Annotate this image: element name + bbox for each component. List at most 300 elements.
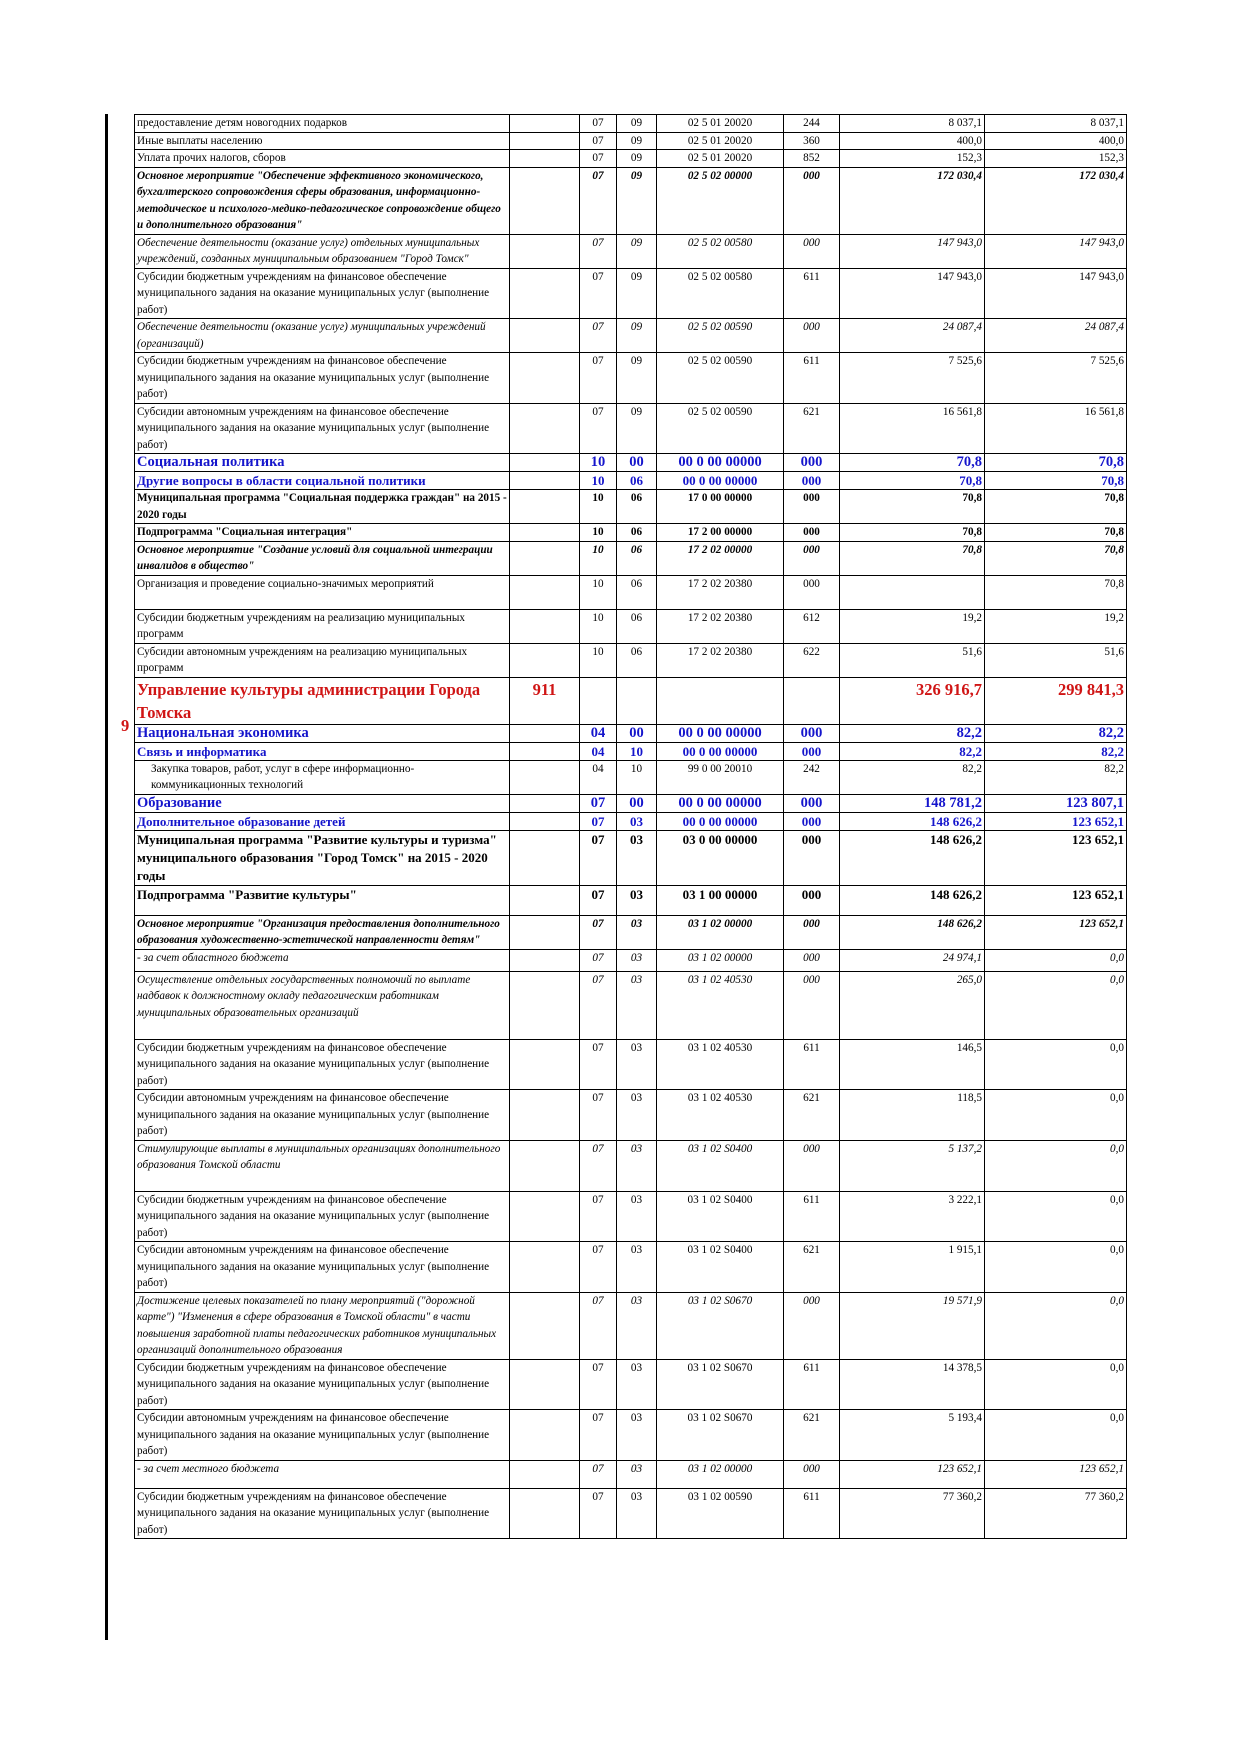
department-code: [510, 268, 580, 319]
item-name: Осуществление отдельных государственных полномочий по выплате надбавок к должностному окладу педагогическим работникам муниципальных образовательных организаций: [135, 971, 510, 1039]
section-code: 07: [580, 1359, 617, 1410]
amount-2: 70,8: [985, 524, 1127, 542]
expense-type: 621: [784, 1242, 840, 1293]
item-name: Закупка товаров, работ, услуг в сфере информационно-коммуникационных технологий: [135, 760, 510, 794]
target-article: 17 2 02 00000: [657, 541, 784, 575]
expense-type: 621: [784, 1090, 840, 1141]
amount-1: 123 652,1: [840, 1460, 985, 1488]
item-name: Национальная экономика: [135, 724, 510, 742]
section-code: 07: [580, 1140, 617, 1191]
table-row: [135, 1090, 1127, 1141]
amount-1: 70,8: [840, 541, 985, 575]
subsection-code: 06: [617, 609, 657, 643]
amount-2: 0,0: [985, 949, 1127, 971]
section-code: 07: [580, 1039, 617, 1090]
table-row: [135, 760, 1127, 794]
target-article: 02 5 02 00000: [657, 167, 784, 234]
amount-1: [840, 575, 985, 609]
department-code: [510, 885, 580, 915]
target-article: 03 1 00 00000: [657, 885, 784, 915]
expense-type: 611: [784, 353, 840, 404]
department-code: [510, 724, 580, 742]
target-article: 02 5 01 20020: [657, 132, 784, 150]
expense-type: 000: [784, 319, 840, 353]
expense-type: 611: [784, 1191, 840, 1242]
amount-1: 146,5: [840, 1039, 985, 1090]
target-article: 03 1 02 00000: [657, 949, 784, 971]
subsection-code: 03: [617, 949, 657, 971]
department-code: [510, 541, 580, 575]
section-code: 07: [580, 949, 617, 971]
amount-1: 3 222,1: [840, 1191, 985, 1242]
subsection-code: 03: [617, 1191, 657, 1242]
item-name: - за счет местного бюджета: [135, 1460, 510, 1488]
expense-type: 000: [784, 812, 840, 830]
expense-type: 621: [784, 1410, 840, 1461]
table-row: [135, 115, 1127, 133]
amount-1: 152,3: [840, 150, 985, 168]
table-row: [135, 724, 1127, 742]
expense-type: 611: [784, 268, 840, 319]
table-row: [135, 1191, 1127, 1242]
department-code: [510, 812, 580, 830]
item-name: Другие вопросы в области социальной политики: [135, 472, 510, 490]
amount-2: 82,2: [985, 760, 1127, 794]
expense-type: 000: [784, 234, 840, 268]
department-code: [510, 1488, 580, 1539]
amount-2: 0,0: [985, 1039, 1127, 1090]
subsection-code: 06: [617, 643, 657, 677]
amount-2: 0,0: [985, 1191, 1127, 1242]
subsection-code: 10: [617, 742, 657, 760]
subsection-code: 03: [617, 885, 657, 915]
table-row: [135, 150, 1127, 168]
expense-type: 611: [784, 1359, 840, 1410]
subsection-code: [617, 677, 657, 724]
item-name: Образование: [135, 794, 510, 812]
section-code: 07: [580, 167, 617, 234]
section-code: 07: [580, 234, 617, 268]
department-code: [510, 643, 580, 677]
item-name: Иные выплаты населению: [135, 132, 510, 150]
table-row: [135, 1410, 1127, 1461]
target-article: 02 5 02 00590: [657, 319, 784, 353]
expense-type: 000: [784, 1140, 840, 1191]
subsection-code: 03: [617, 1292, 657, 1359]
department-code: 911: [510, 677, 580, 724]
section-code: 07: [580, 812, 617, 830]
department-code: [510, 830, 580, 885]
section-number: 9: [121, 716, 130, 735]
subsection-code: 09: [617, 353, 657, 404]
expense-type: 000: [784, 541, 840, 575]
amount-1: 14 378,5: [840, 1359, 985, 1410]
amount-2: 123 652,1: [985, 830, 1127, 885]
target-article: 03 1 02 S0670: [657, 1292, 784, 1359]
department-code: [510, 794, 580, 812]
amount-1: 148 626,2: [840, 915, 985, 949]
department-code: [510, 1090, 580, 1141]
target-article: 00 0 00 00000: [657, 794, 784, 812]
subsection-code: 03: [617, 1460, 657, 1488]
section-code: 07: [580, 1410, 617, 1461]
expense-type: 000: [784, 885, 840, 915]
item-name: Связь и информатика: [135, 742, 510, 760]
amount-2: 16 561,8: [985, 403, 1127, 454]
section-code: 07: [580, 830, 617, 885]
expense-type: 242: [784, 760, 840, 794]
amount-2: 299 841,3: [985, 677, 1127, 724]
item-name: Основное мероприятие "Обеспечение эффективного экономического, бухгалтерского сопровождения сферы образования, информационно-методическое и психолого-медико-педагогическое сопровождение общего и дополнительного образования": [135, 167, 510, 234]
target-article: 00 0 00 00000: [657, 724, 784, 742]
amount-2: 82,2: [985, 742, 1127, 760]
amount-1: 82,2: [840, 760, 985, 794]
table-row: [135, 971, 1127, 1039]
amount-1: 5 137,2: [840, 1140, 985, 1191]
expense-type: 360: [784, 132, 840, 150]
table-row: [135, 677, 1127, 724]
table-row: [135, 575, 1127, 609]
item-name: Субсидии бюджетным учреждениям на реализацию муниципальных программ: [135, 609, 510, 643]
amount-2: 82,2: [985, 724, 1127, 742]
table-row: [135, 1242, 1127, 1293]
department-code: [510, 1410, 580, 1461]
amount-1: 326 916,7: [840, 677, 985, 724]
department-code: [510, 490, 580, 524]
amount-2: 51,6: [985, 643, 1127, 677]
amount-1: 148 626,2: [840, 830, 985, 885]
subsection-code: 03: [617, 1410, 657, 1461]
table-row: [135, 1460, 1127, 1488]
amount-2: 147 943,0: [985, 234, 1127, 268]
section-code: 07: [580, 319, 617, 353]
section-code: 07: [580, 403, 617, 454]
amount-1: 265,0: [840, 971, 985, 1039]
subsection-code: 10: [617, 760, 657, 794]
subsection-code: 09: [617, 115, 657, 133]
department-code: [510, 1242, 580, 1293]
table-row: [135, 403, 1127, 454]
amount-2: 8 037,1: [985, 115, 1127, 133]
left-margin-bar: [105, 726, 108, 1640]
amount-1: 8 037,1: [840, 115, 985, 133]
item-name: Дополнительное образование детей: [135, 812, 510, 830]
target-article: 02 5 01 20020: [657, 115, 784, 133]
table-row: [135, 1292, 1127, 1359]
expense-type: 000: [784, 830, 840, 885]
department-code: [510, 742, 580, 760]
section-code: 07: [580, 915, 617, 949]
item-name: Субсидии бюджетным учреждениям на финансовое обеспечение муниципального задания на оказание муниципальных услуг (выполнение работ): [135, 353, 510, 404]
amount-2: 19,2: [985, 609, 1127, 643]
section-code: 10: [580, 472, 617, 490]
department-code: [510, 115, 580, 133]
table-row: [135, 319, 1127, 353]
subsection-code: 09: [617, 403, 657, 454]
item-name: Субсидии автономным учреждениям на финансовое обеспечение муниципального задания на оказание муниципальных услуг (выполнение работ): [135, 1410, 510, 1461]
amount-2: 0,0: [985, 1242, 1127, 1293]
section-code: 07: [580, 794, 617, 812]
table-row: [135, 454, 1127, 472]
target-article: 03 1 02 40530: [657, 1090, 784, 1141]
amount-1: 148 781,2: [840, 794, 985, 812]
target-article: 17 2 00 00000: [657, 524, 784, 542]
item-name: предоставление детям новогодних подарков: [135, 115, 510, 133]
amount-2: 123 807,1: [985, 794, 1127, 812]
section-code: [580, 677, 617, 724]
expense-type: 000: [784, 949, 840, 971]
target-article: 03 1 02 S0400: [657, 1140, 784, 1191]
department-code: [510, 234, 580, 268]
amount-2: 172 030,4: [985, 167, 1127, 234]
section-code: 07: [580, 115, 617, 133]
amount-2: 77 360,2: [985, 1488, 1127, 1539]
subsection-code: 03: [617, 812, 657, 830]
department-code: [510, 949, 580, 971]
subsection-code: 09: [617, 234, 657, 268]
section-code: 10: [580, 490, 617, 524]
amount-2: 400,0: [985, 132, 1127, 150]
target-article: 02 5 02 00580: [657, 268, 784, 319]
expense-type: 000: [784, 454, 840, 472]
target-article: [657, 677, 784, 724]
expense-type: [784, 677, 840, 724]
section-code: 07: [580, 150, 617, 168]
amount-1: 19,2: [840, 609, 985, 643]
subsection-code: 03: [617, 1488, 657, 1539]
subsection-code: 00: [617, 724, 657, 742]
expense-type: 000: [784, 524, 840, 542]
expense-type: 000: [784, 167, 840, 234]
amount-1: 82,2: [840, 742, 985, 760]
department-code: [510, 1359, 580, 1410]
table-row: [135, 885, 1127, 915]
table-row: [135, 353, 1127, 404]
amount-2: 7 525,6: [985, 353, 1127, 404]
item-name: Подпрограмма "Социальная интеграция": [135, 524, 510, 542]
section-code: 04: [580, 742, 617, 760]
amount-2: 0,0: [985, 1359, 1127, 1410]
item-name: Субсидии автономным учреждениям на финансовое обеспечение муниципального задания на оказание муниципальных услуг (выполнение работ): [135, 1242, 510, 1293]
expense-type: 852: [784, 150, 840, 168]
amount-1: 148 626,2: [840, 812, 985, 830]
department-code: [510, 575, 580, 609]
amount-1: 70,8: [840, 472, 985, 490]
item-name: Субсидии автономным учреждениям на финансовое обеспечение муниципального задания на оказание муниципальных услуг (выполнение работ): [135, 403, 510, 454]
target-article: 00 0 00 00000: [657, 454, 784, 472]
subsection-code: 09: [617, 268, 657, 319]
table-row: [135, 1039, 1127, 1090]
target-article: 03 1 02 S0400: [657, 1242, 784, 1293]
table-row: [135, 541, 1127, 575]
amount-1: 147 943,0: [840, 234, 985, 268]
expense-type: 000: [784, 1460, 840, 1488]
target-article: 17 2 02 20380: [657, 575, 784, 609]
item-name: Подпрограмма "Развитие культуры": [135, 885, 510, 915]
table-row: [135, 490, 1127, 524]
subsection-code: 06: [617, 490, 657, 524]
item-name: Стимулирующие выплаты в муниципальных организациях дополнительного образования Томской области: [135, 1140, 510, 1191]
subsection-code: 03: [617, 915, 657, 949]
expense-type: 000: [784, 794, 840, 812]
target-article: 03 1 02 40530: [657, 971, 784, 1039]
section-code: 07: [580, 268, 617, 319]
department-code: [510, 1460, 580, 1488]
expense-type: 000: [784, 575, 840, 609]
section-code: 07: [580, 971, 617, 1039]
item-name: Уплата прочих налогов, сборов: [135, 150, 510, 168]
subsection-code: 00: [617, 454, 657, 472]
target-article: 03 1 02 S0670: [657, 1359, 784, 1410]
item-name: Субсидии бюджетным учреждениям на финансовое обеспечение муниципального задания на оказание муниципальных услуг (выполнение работ): [135, 268, 510, 319]
section-code: 07: [580, 1460, 617, 1488]
expense-type: 621: [784, 403, 840, 454]
amount-1: 51,6: [840, 643, 985, 677]
subsection-code: 03: [617, 1242, 657, 1293]
amount-2: 123 652,1: [985, 885, 1127, 915]
target-article: 99 0 00 20010: [657, 760, 784, 794]
target-article: 17 0 00 00000: [657, 490, 784, 524]
item-name: Достижение целевых показателей по плану мероприятий ("дорожной карте") "Изменения в сфере образования в Томской области" в части повышения заработной платы педагогических работников муниципальных организаций дополнительного образования: [135, 1292, 510, 1359]
section-code: 07: [580, 353, 617, 404]
subsection-code: 03: [617, 830, 657, 885]
target-article: 03 1 02 00000: [657, 1460, 784, 1488]
amount-1: 70,8: [840, 454, 985, 472]
amount-2: 123 652,1: [985, 812, 1127, 830]
item-name: Муниципальная программа "Социальная поддержка граждан" на 2015 - 2020 годы: [135, 490, 510, 524]
table-row: [135, 524, 1127, 542]
subsection-code: 09: [617, 150, 657, 168]
section-code: 07: [580, 1191, 617, 1242]
item-name: Основное мероприятие "Создание условий для социальной интеграции инвалидов в общество": [135, 541, 510, 575]
subsection-code: 09: [617, 167, 657, 234]
expense-type: 244: [784, 115, 840, 133]
table-row: [135, 167, 1127, 234]
department-code: [510, 454, 580, 472]
subsection-code: 09: [617, 132, 657, 150]
department-code: [510, 132, 580, 150]
target-article: 03 1 02 S0400: [657, 1191, 784, 1242]
amount-2: 152,3: [985, 150, 1127, 168]
item-name: Организация и проведение социально-значимых мероприятий: [135, 575, 510, 609]
amount-1: 147 943,0: [840, 268, 985, 319]
section-code: 07: [580, 132, 617, 150]
table-row: [135, 643, 1127, 677]
target-article: 17 2 02 20380: [657, 643, 784, 677]
expense-type: 000: [784, 915, 840, 949]
amount-2: 70,8: [985, 541, 1127, 575]
department-code: [510, 971, 580, 1039]
target-article: 03 0 00 00000: [657, 830, 784, 885]
item-name: Управление культуры администрации Города Томска: [135, 677, 510, 724]
expense-type: 000: [784, 490, 840, 524]
amount-2: 0,0: [985, 1410, 1127, 1461]
expense-type: 000: [784, 472, 840, 490]
department-code: [510, 403, 580, 454]
expense-type: 611: [784, 1039, 840, 1090]
amount-1: 118,5: [840, 1090, 985, 1141]
section-code: 04: [580, 760, 617, 794]
table-row: [135, 915, 1127, 949]
section-code: 10: [580, 575, 617, 609]
target-article: 02 5 01 20020: [657, 150, 784, 168]
subsection-code: 00: [617, 794, 657, 812]
subsection-code: 03: [617, 1359, 657, 1410]
department-code: [510, 760, 580, 794]
amount-1: 148 626,2: [840, 885, 985, 915]
target-article: 00 0 00 00000: [657, 812, 784, 830]
department-code: [510, 1039, 580, 1090]
amount-1: 172 030,4: [840, 167, 985, 234]
item-name: Обеспечение деятельности (оказание услуг) отдельных муниципальных учреждений, созданных муниципальным образованием "Город Томск": [135, 234, 510, 268]
section-code: 07: [580, 1292, 617, 1359]
amount-2: 70,8: [985, 490, 1127, 524]
expense-type: 000: [784, 1292, 840, 1359]
section-code: 10: [580, 541, 617, 575]
table-row: [135, 794, 1127, 812]
amount-1: 24 974,1: [840, 949, 985, 971]
section-code: 10: [580, 609, 617, 643]
subsection-code: 03: [617, 971, 657, 1039]
amount-2: 123 652,1: [985, 1460, 1127, 1488]
table-row: [135, 1359, 1127, 1410]
section-code: 10: [580, 524, 617, 542]
amount-1: 70,8: [840, 490, 985, 524]
subsection-code: 06: [617, 524, 657, 542]
table-row: [135, 609, 1127, 643]
subsection-code: 09: [617, 319, 657, 353]
target-article: 02 5 02 00590: [657, 403, 784, 454]
item-name: Субсидии бюджетным учреждениям на финансовое обеспечение муниципального задания на оказание муниципальных услуг (выполнение работ): [135, 1488, 510, 1539]
amount-1: 82,2: [840, 724, 985, 742]
amount-2: 70,8: [985, 575, 1127, 609]
table-row: [135, 132, 1127, 150]
department-code: [510, 1292, 580, 1359]
section-code: 07: [580, 1488, 617, 1539]
department-code: [510, 150, 580, 168]
item-name: Основное мероприятие "Организация предоставления дополнительного образования художественно-эстетической направленности детям": [135, 915, 510, 949]
table-row: [135, 1140, 1127, 1191]
amount-1: 77 360,2: [840, 1488, 985, 1539]
department-code: [510, 915, 580, 949]
expense-type: 000: [784, 742, 840, 760]
target-article: 00 0 00 00000: [657, 472, 784, 490]
budget-table-body: [135, 115, 1127, 1539]
amount-2: 70,8: [985, 472, 1127, 490]
amount-2: 0,0: [985, 971, 1127, 1039]
section-code: 07: [580, 1090, 617, 1141]
left-margin-bar: [105, 114, 108, 726]
expense-type: 611: [784, 1488, 840, 1539]
amount-2: 123 652,1: [985, 915, 1127, 949]
table-row: [135, 234, 1127, 268]
table-row: [135, 1488, 1127, 1539]
department-code: [510, 319, 580, 353]
table-row: [135, 472, 1127, 490]
amount-1: 400,0: [840, 132, 985, 150]
subsection-code: 06: [617, 472, 657, 490]
amount-1: 1 915,1: [840, 1242, 985, 1293]
amount-1: 70,8: [840, 524, 985, 542]
budget-table: [134, 114, 1127, 1539]
amount-1: 19 571,9: [840, 1292, 985, 1359]
amount-2: 70,8: [985, 454, 1127, 472]
target-article: 03 1 02 00590: [657, 1488, 784, 1539]
table-row: [135, 268, 1127, 319]
department-code: [510, 609, 580, 643]
amount-2: 147 943,0: [985, 268, 1127, 319]
subsection-code: 03: [617, 1140, 657, 1191]
